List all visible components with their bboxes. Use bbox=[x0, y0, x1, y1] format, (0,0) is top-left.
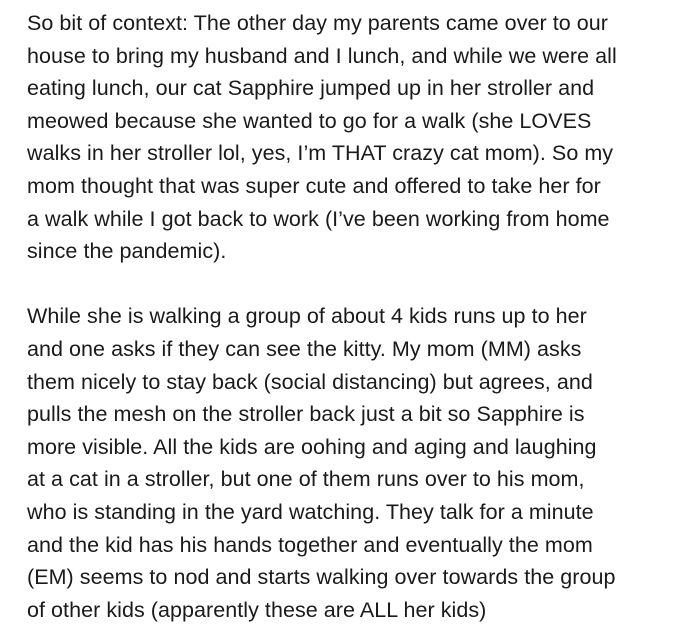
story-text bbox=[27, 7, 687, 626]
text-line: While she is walking a group of about 4 kids runs up to her bbox=[27, 304, 587, 329]
text-line: since the pandemic). bbox=[27, 239, 227, 264]
text-line: meowed because she wanted to go for a walk (she LOVES bbox=[27, 108, 592, 133]
paragraph-gap bbox=[27, 268, 687, 301]
text-line: walks in her stroller lol, yes, I’m THAT crazy cat mom). So my bbox=[27, 141, 614, 166]
text-line: eating lunch, our cat Sapphire jumped up in her stroller and bbox=[27, 76, 595, 101]
text-line: (EM) seems to nod and starts walking over towards the group bbox=[27, 565, 616, 590]
text-line: and one asks if they can see the kitty. My mom (MM) asks bbox=[27, 336, 582, 361]
text-line: and the kid has his hands together and eventually the mom bbox=[27, 532, 593, 557]
text-line: house to bring my husband and I lunch, and while we were all bbox=[27, 43, 617, 68]
text-line: at a cat in a stroller, but one of them runs over to his mom, bbox=[27, 467, 585, 492]
text-line: who is standing in the yard watching. They talk for a minute bbox=[27, 499, 594, 524]
text-line: So bit of context: The other day my parents came over to our bbox=[27, 11, 609, 35]
paragraph-2 bbox=[27, 300, 687, 626]
text-line: a walk while I got back to work (I’ve been working from home bbox=[27, 206, 610, 231]
text-line: of other kids (apparently these are ALL her kids) bbox=[27, 597, 487, 622]
paragraph-1 bbox=[27, 7, 687, 268]
text-line: them nicely to stay back (social distancing) but agrees, and bbox=[27, 369, 593, 394]
text-line: pulls the mesh on the stroller back just a bit so Sapphire is bbox=[27, 402, 585, 427]
text-line: more visible. All the kids are oohing and aging and laughing bbox=[27, 434, 597, 459]
text-line: mom thought that was super cute and offered to take her for bbox=[27, 173, 601, 198]
